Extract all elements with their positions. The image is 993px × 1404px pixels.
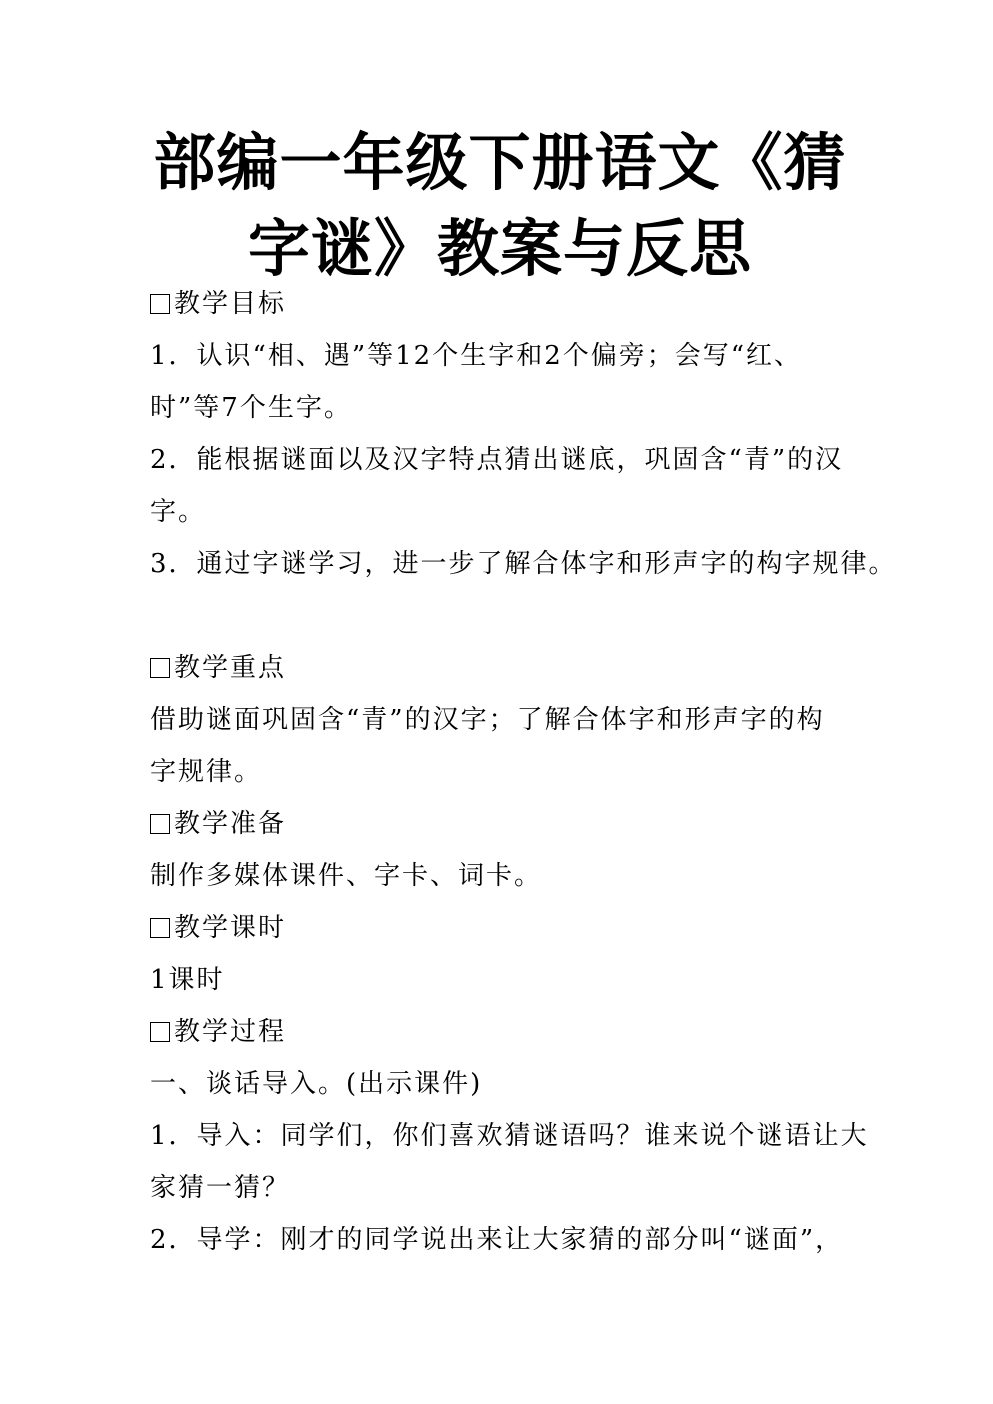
document-title xyxy=(150,120,850,292)
text-line-content: 1．认识“相、遇”等12个生字和2个偏旁；会写“红、 xyxy=(150,341,803,371)
checkbox-square-icon xyxy=(150,658,170,678)
text-line-content: 借助谜面巩固含“青”的汉字；了解合体字和形声字的构 xyxy=(150,705,825,735)
text-line xyxy=(150,330,850,382)
text-line-content: 1．导入：同学们，你们喜欢猜谜语吗？谁来说个谜语让大 xyxy=(150,1121,869,1151)
section-heading xyxy=(150,642,850,694)
section-heading xyxy=(150,902,850,954)
section-heading-label: 教学重点 xyxy=(174,653,287,683)
checkbox-square-icon xyxy=(150,1022,170,1042)
section-heading xyxy=(150,1006,850,1058)
text-line-content: 一、谈话导入。(出示课件) xyxy=(150,1069,483,1099)
text-line xyxy=(150,1214,850,1266)
section-heading xyxy=(150,278,850,330)
checkbox-square-icon xyxy=(150,294,170,314)
text-line-content: 家猜一猜？ xyxy=(150,1173,291,1203)
section-heading-label: 教学目标 xyxy=(174,289,287,319)
text-line-content: 3．通过字谜学习，进一步了解合体字和形声字的构字规律。 xyxy=(150,549,897,579)
text-line-content: 2．能根据谜面以及汉字特点猜出谜底，巩固含“青”的汉 xyxy=(150,445,844,475)
text-line-content: 2．导学：刚才的同学说出来让大家猜的部分叫“谜面”， xyxy=(150,1225,844,1255)
section-heading-label: 教学过程 xyxy=(174,1017,287,1047)
text-line xyxy=(150,1058,850,1110)
title-line-2: 字谜》教案与反思 xyxy=(247,212,752,285)
checkbox-square-icon xyxy=(150,918,170,938)
text-line xyxy=(150,694,850,746)
text-line xyxy=(150,486,850,538)
section-heading xyxy=(150,798,850,850)
text-line xyxy=(150,746,850,798)
document-body xyxy=(150,278,897,1266)
text-line xyxy=(150,382,850,434)
text-line xyxy=(150,954,850,1006)
text-line xyxy=(150,1110,869,1162)
text-line xyxy=(150,1162,850,1214)
checkbox-square-icon xyxy=(150,814,170,834)
text-line-content: 字规律。 xyxy=(150,757,263,787)
title-line-1: 部编一年级下册语文《猜 xyxy=(153,126,847,199)
blank-line xyxy=(150,590,850,642)
text-line xyxy=(150,434,850,486)
text-line-content: 1课时 xyxy=(150,965,225,995)
text-line xyxy=(150,538,897,590)
section-heading-label: 教学准备 xyxy=(174,809,287,839)
section-heading-label: 教学课时 xyxy=(174,913,287,943)
text-line xyxy=(150,850,850,902)
text-line-content: 时”等7个生字。 xyxy=(150,393,352,423)
text-line-content: 字。 xyxy=(150,497,207,527)
text-line-content: 制作多媒体课件、字卡、词卡。 xyxy=(150,861,543,891)
